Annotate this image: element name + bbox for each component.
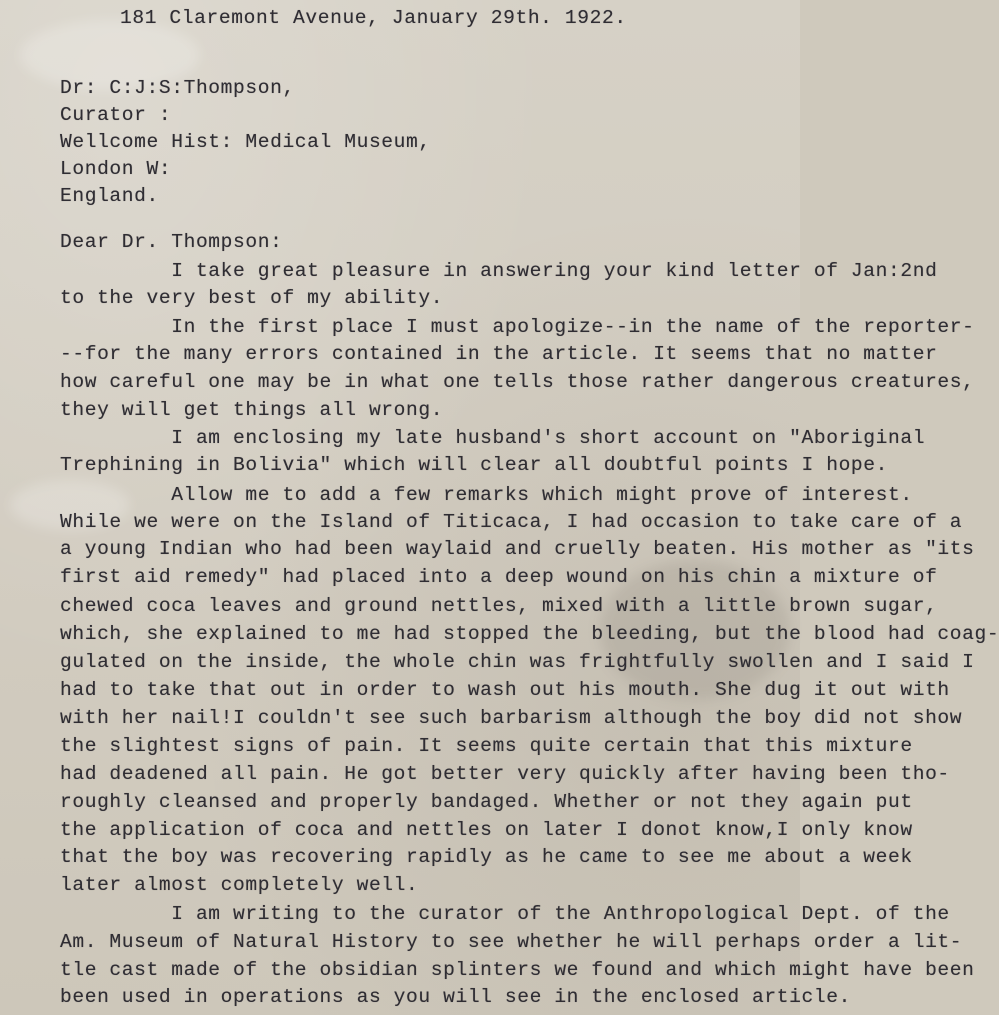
body-line: While we were on the Island of Titicaca, I had occasion to take care of a bbox=[60, 511, 963, 533]
body-line: first aid remedy" had placed into a deep wound on his chin a mixture of bbox=[60, 566, 938, 588]
body-line: I take great pleasure in answering your kind letter of Jan:2nd bbox=[60, 260, 938, 282]
body-line: Allow me to add a few remarks which might prove of interest. bbox=[60, 484, 913, 506]
body-line: been used in operations as you will see in the enclosed article. bbox=[60, 986, 851, 1008]
body-line: Trephining in Bolivia" which will clear all doubtful points I hope. bbox=[60, 454, 888, 476]
body-line: the slightest signs of pain. It seems quite certain that this mixture bbox=[60, 735, 913, 757]
body-line: I am writing to the curator of the Anthropological Dept. of the bbox=[60, 903, 950, 925]
body-line: --for the many errors contained in the article. It seems that no matter bbox=[60, 343, 938, 365]
body-line: roughly cleansed and properly bandaged. Whether or not they again put bbox=[60, 791, 913, 813]
body-line: a young Indian who had been waylaid and cruelly beaten. His mother as "its bbox=[60, 538, 975, 560]
body-line: Am. Museum of Natural History to see whether he will perhaps order a lit- bbox=[60, 931, 963, 953]
body-line: chewed coca leaves and ground nettles, mixed with a little brown sugar, bbox=[60, 595, 938, 617]
body-line: which, she explained to me had stopped the bleeding, but the blood had coag- bbox=[60, 623, 999, 645]
body-line: tle cast made of the obsidian splinters we found and which might have been bbox=[60, 959, 975, 981]
body-line: I am enclosing my late husband's short account on "Aboriginal bbox=[60, 427, 926, 449]
recipient-city: London W: bbox=[60, 158, 172, 180]
recipient-country: England. bbox=[60, 185, 159, 207]
salutation: Dear Dr. Thompson: bbox=[60, 231, 283, 253]
body-line: had deadened all pain. He got better very quickly after having been tho- bbox=[60, 763, 950, 785]
body-line: that the boy was recovering rapidly as he came to see me about a week bbox=[60, 846, 913, 868]
body-line: to the very best of my ability. bbox=[60, 287, 444, 309]
body-line: In the first place I must apologize--in the name of the reporter- bbox=[60, 316, 975, 338]
body-line: had to take that out in order to wash out his mouth. She dug it out with bbox=[60, 679, 950, 701]
recipient-title: Curator : bbox=[60, 104, 172, 126]
body-line: gulated on the inside, the whole chin was frightfully swollen and I said I bbox=[60, 651, 975, 673]
body-line: with her nail!I couldn't see such barbarism although the boy did not show bbox=[60, 707, 963, 729]
body-line: the application of coca and nettles on later I donot know,I only know bbox=[60, 819, 913, 841]
body-line: how careful one may be in what one tells those rather dangerous creatures, bbox=[60, 371, 975, 393]
body-line: they will get things all wrong. bbox=[60, 399, 444, 421]
letter-address-date: 181 Claremont Avenue, January 29th. 1922. bbox=[120, 7, 627, 29]
recipient-name: Dr: C:J:S:Thompson, bbox=[60, 77, 295, 99]
recipient-institution: Wellcome Hist: Medical Museum, bbox=[60, 131, 431, 153]
body-line: later almost completely well. bbox=[60, 874, 419, 896]
